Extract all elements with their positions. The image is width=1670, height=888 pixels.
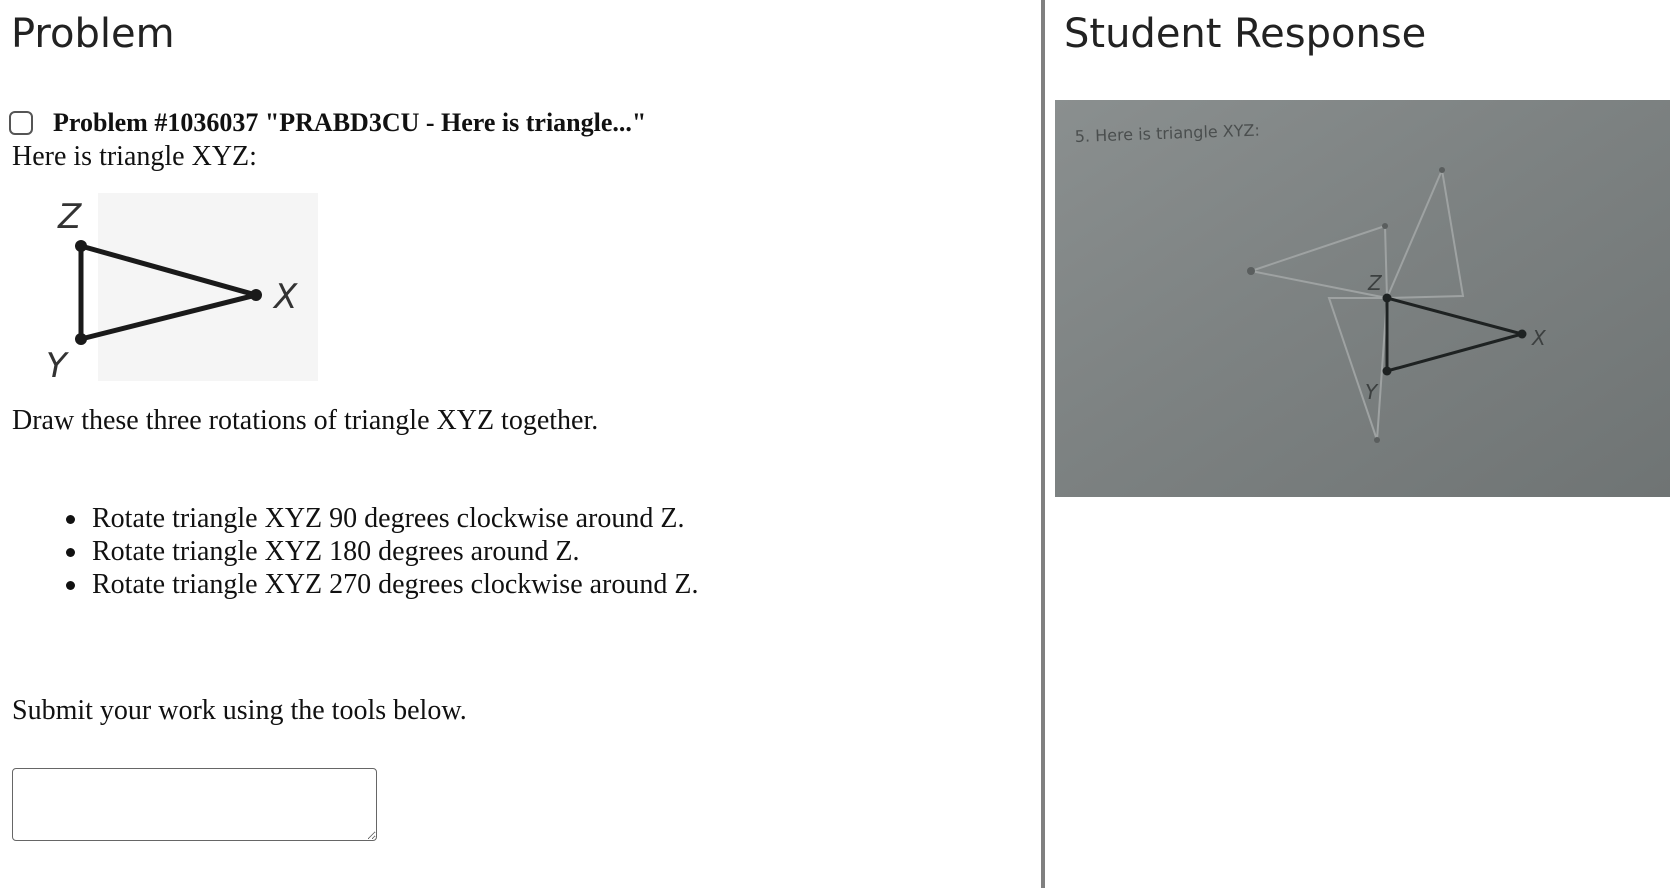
student-response-panel	[1045, 0, 1670, 888]
pencil-vertex	[1374, 437, 1380, 443]
student-response-title: Student Response	[1064, 11, 1427, 57]
photo-vertex-z	[1383, 294, 1392, 303]
photo-label-z: Z	[1368, 271, 1382, 295]
problem-select-checkbox[interactable]	[9, 111, 33, 135]
photo-vertex-y	[1383, 367, 1392, 376]
list-item: Rotate triangle XYZ 90 degrees clockwise around Z.	[58, 502, 698, 535]
photo-label-x: X	[1532, 326, 1546, 350]
student-response-photo	[1055, 100, 1670, 497]
triangle-xyz-figure	[30, 193, 320, 393]
pencil-vertex	[1382, 223, 1388, 229]
label-x: X	[274, 277, 298, 317]
label-z: Z	[58, 197, 82, 237]
problem-title: Problem #1036037 "PRABD3CU - Here is triangle..."	[53, 108, 647, 137]
list-item: Rotate triangle XYZ 180 degrees around Z.	[58, 535, 698, 568]
problem-intro: Here is triangle XYZ:	[12, 141, 257, 172]
problem-panel-title: Problem	[11, 11, 175, 57]
photo-vertex-x	[1518, 330, 1527, 339]
pencil-vertex	[1439, 167, 1445, 173]
list-item: Rotate triangle XYZ 270 degrees clockwise around Z.	[58, 568, 698, 601]
rotation-list	[58, 502, 698, 601]
label-y: Y	[46, 346, 67, 386]
answer-textarea[interactable]	[12, 768, 377, 841]
pencil-vertex	[1247, 267, 1255, 275]
submit-instruction: Submit your work using the tools below.	[12, 695, 467, 726]
vertex-z	[75, 240, 87, 252]
photo-caption: 5. Here is triangle XYZ:	[1074, 120, 1261, 146]
vertex-x	[250, 289, 262, 301]
vertex-y	[75, 333, 87, 345]
problem-instruction: Draw these three rotations of triangle XYZ together.	[12, 405, 599, 436]
photo-label-y: Y	[1365, 380, 1378, 404]
problem-header	[9, 105, 646, 141]
